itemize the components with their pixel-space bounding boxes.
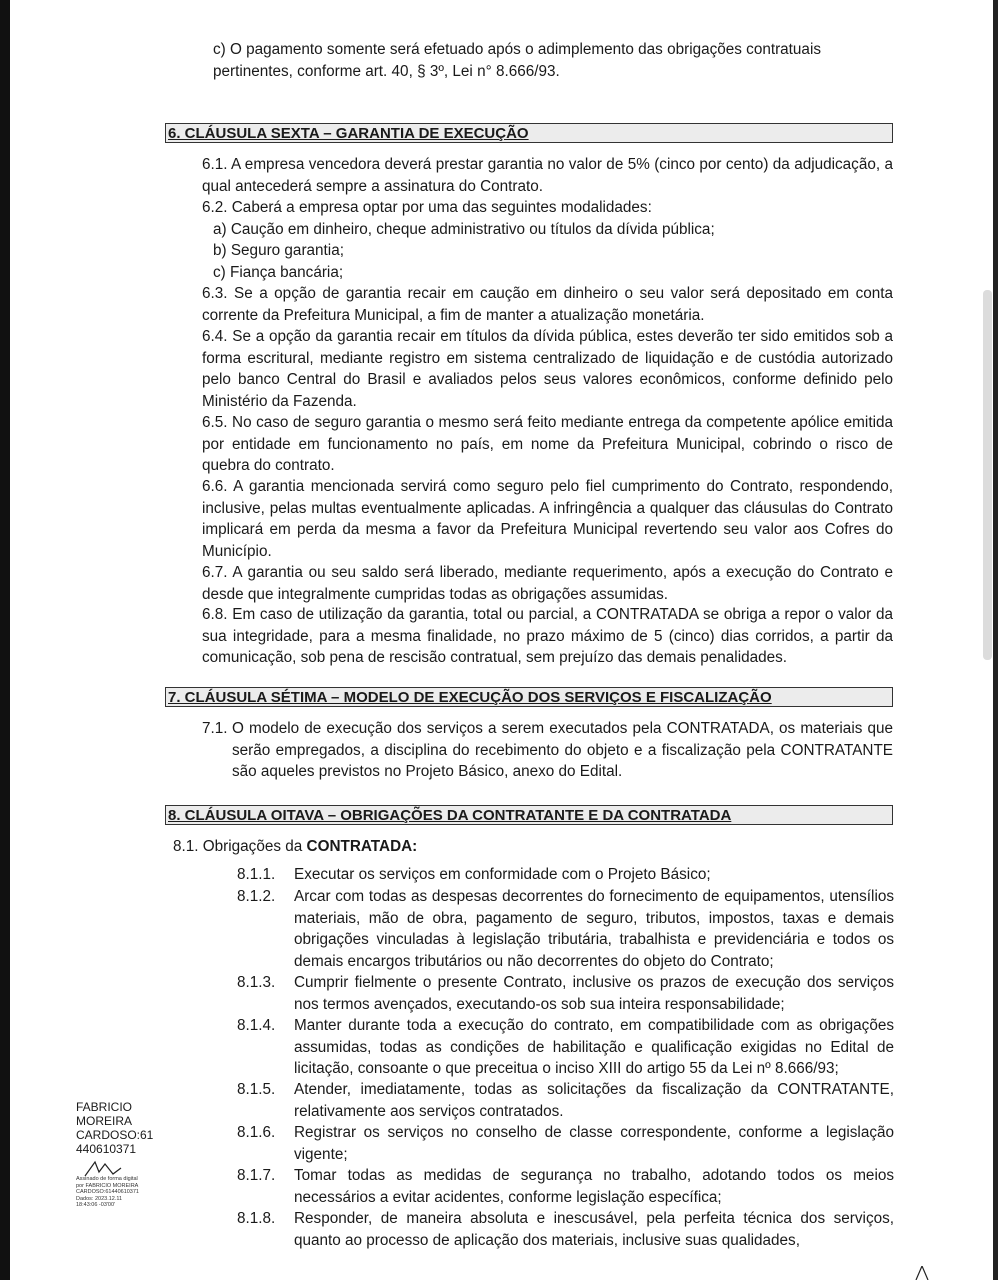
item-number: 8.1.2.: [237, 888, 276, 905]
item-number: 8.1.4.: [237, 1017, 276, 1034]
signature-line: FABRICIO: [76, 1100, 133, 1114]
stamp-line: CARDOSO:61440610371: [76, 1189, 139, 1195]
clause-7-1-number: 7.1.: [202, 720, 228, 737]
item-number: 8.1.3.: [237, 974, 276, 991]
item-text: Executar os serviços em conformidade com o Projeto Básico;: [294, 866, 711, 883]
subsection-8-1-prefix: 8.1. Obrigações da: [173, 838, 307, 855]
item-text: Registrar os serviços no conselho de classe correspondente, conforme a legislação vigente;: [294, 1124, 894, 1163]
stamp-line: Dados: 2023.12.11: [76, 1195, 123, 1202]
item-number: 8.1.1.: [237, 866, 276, 883]
signature-line: MOREIRA: [76, 1114, 133, 1128]
clause-6-5: 6.5. No caso de seguro garantia o mesmo será feito mediante entrega da competente apólice emitida por entidade em funcionamento no país, em nome da Prefeitura Municipal, cobrindo o risco de quebra do contrato.: [202, 414, 893, 474]
intro-line-2: pertinentes, conforme art. 40, § 3º, Lei n° 8.666/93.: [213, 63, 560, 80]
item-text: Tomar todas as medidas de segurança no trabalho, adotando todos os meios necessários a evitar acidentes, conforme legislação específica;: [294, 1167, 894, 1206]
section-6-heading: 6. CLÁUSULA SEXTA – GARANTIA DE EXECUÇÃO: [165, 123, 893, 143]
item-number: 8.1.5.: [237, 1081, 276, 1098]
signature-scribble-icon: [83, 1158, 123, 1178]
modality-c: c) Fiança bancária;: [213, 264, 344, 281]
subsection-8-1-bold: CONTRATADA:: [306, 838, 418, 855]
item-text: Atender, imediatamente, todas as solicitações da fiscalização da CONTRATANTE, relativamente aos serviços contratados.: [294, 1081, 894, 1120]
item-number: 8.1.8.: [237, 1210, 276, 1227]
intro-line-1: c) O pagamento somente será efetuado após o adimplemento das obrigações contratuais: [213, 41, 821, 58]
stamp-line: por FABRICIO MOREIRA: [76, 1182, 139, 1189]
stamp-line: Assinado de forma digital: [76, 1176, 138, 1182]
clause-6-2: 6.2. Caberá a empresa optar por uma das seguintes modalidades:: [202, 199, 652, 216]
cursor-mark-icon: [914, 1266, 930, 1280]
modality-b: b) Seguro garantia;: [213, 242, 344, 259]
page-left-edge: [0, 0, 10, 1280]
clause-6-1: 6.1. A empresa vencedora deverá prestar garantia no valor de 5% (cinco por cento) da adjudicação, a qual antecederá sempre a assinatura do Contrato.: [202, 156, 893, 195]
scrollbar-thumb[interactable]: [983, 290, 992, 660]
item-text: Manter durante toda a execução do contrato, em compatibilidade com as obrigações assumidas, todas as condições de habilitação e qualificação exigidas no Edital de licitação, consoante o que preceitua o inciso XIII do artigo 55 da Lei nº 8.666/93;: [294, 1017, 894, 1077]
item-text: Responder, de maneira absoluta e inescusável, pela perfeita técnica dos serviços, quanto ao processo de aplicação dos materiais, inclusive suas qualidades,: [294, 1210, 894, 1249]
clause-6-3: 6.3. Se a opção de garantia recair em caução em dinheiro o seu valor será depositado em conta corrente da Prefeitura Municipal, a fim de manter a atualização monetária.: [202, 285, 893, 324]
digital-signature-name: [76, 1100, 153, 1156]
clause-6-8: 6.8. Em caso de utilização da garantia, total ou parcial, a CONTRATADA se obriga a repor o valor da sua integridade, para a mesma finalidade, no prazo máximo de 5 (cinco) dias corridos, a partir da comunicação, sob pena de rescisão contratual, sem prejuízo das demais penalidades.: [202, 606, 893, 666]
item-text: Arcar com todas as despesas decorrentes do fornecimento de equipamentos, utensílios materiais, mão de obra, pagamento de seguro, tributos, impostos, taxas e demais obrigações vinculadas à legislação tributária, trabalhista e previdenciária e todos os demais encargos tributários ou não decorrentes do objeto do Contrato;: [294, 888, 894, 970]
modality-a: a) Caução em dinheiro, cheque administrativo ou títulos da dívida pública;: [213, 221, 715, 238]
item-text: Cumprir fielmente o presente Contrato, inclusive os prazos de execução dos serviços nos termos avençados, executando-os sob sua inteira responsabilidade;: [294, 974, 894, 1013]
signature-line: CARDOSO:61: [76, 1128, 154, 1142]
clause-7-1-text: O modelo de execução dos serviços a serem executados pela CONTRATADA, os materiais que serão empregados, a disciplina do recebimento do objeto e a fiscalização pela CONTRATANTE são aqueles previstos no Projeto Básico, anexo do Edital.: [232, 720, 893, 780]
clause-6-7: 6.7. A garantia ou seu saldo será liberado, mediante requerimento, após a execução do Contrato e desde que integralmente cumpridas todas as obrigações assumidas.: [202, 564, 893, 603]
section-7-heading: 7. CLÁUSULA SÉTIMA – MODELO DE EXECUÇÃO DOS SERVIÇOS E FISCALIZAÇÃO: [165, 687, 893, 707]
item-number: 8.1.7.: [237, 1167, 276, 1184]
digital-signature-stamp: [76, 1176, 139, 1209]
clause-6-6: 6.6. A garantia mencionada servirá como seguro pelo fiel cumprimento do Contrato, respondendo, inclusive, pelas multas eventualmente aplicadas. A infringência a qualquer das cláusulas do Contrato implicará em perda da mesma a favor da Prefeitura Municipal revertendo seu valor aos Cofres do Município.: [202, 478, 893, 560]
clause-6-4: 6.4. Se a opção da garantia recair em títulos da dívida pública, estes deverão ter sido emitidos sob a forma escritural, mediante registro em sistema centralizado de liquidação e de custódia autorizado pelo banco Central do Brasil e avaliados pelos seus valores econômicos, conforme definido pelo Ministério da Fazenda.: [202, 328, 893, 410]
page-right-edge: [993, 0, 998, 1280]
section-8-heading: 8. CLÁUSULA OITAVA – OBRIGAÇÕES DA CONTRATANTE E DA CONTRATADA: [165, 805, 893, 825]
subsection-8-1: [173, 836, 873, 858]
signature-line: 440610371: [76, 1142, 137, 1156]
stamp-line: 18:43:06 -03'00': [76, 1202, 116, 1208]
item-number: 8.1.6.: [237, 1124, 276, 1141]
